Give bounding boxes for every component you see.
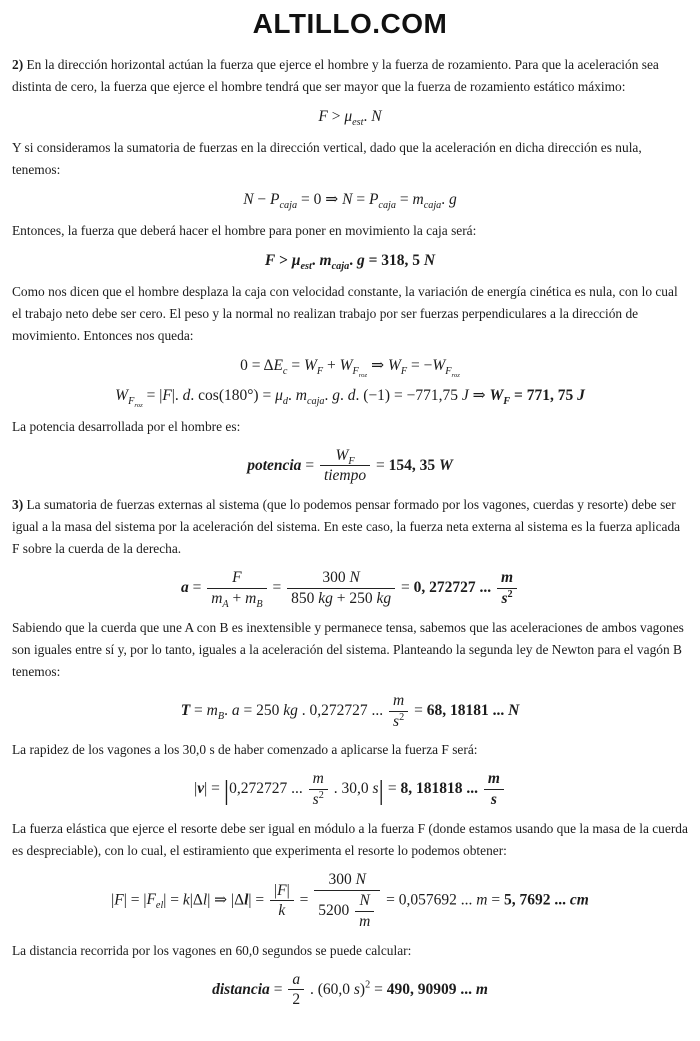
site-title: ALTILLO.COM — [252, 8, 448, 39]
formula-power: potencia = $\frac{W_F}{\text{tiempo}}$ = 154, 35 W — [247, 446, 453, 485]
paragraph-spring-force: La fuerza elástica que ejerce el resorte debe ser igual en módulo a la fuerza F (donde estamos usando que la masa de la cuerda es despreciable), con lo cual, el estiramiento que experimenta el resorte lo podemos obtener: — [12, 821, 688, 859]
paragraph-force-to-move: Entonces, la fuerza que deberá hacer el hombre para poner en movimiento la caja será: — [12, 222, 477, 238]
formula-force-threshold-value: $F > \mu_{est}$. $m_{caja}$. g = 318, 5 N — [264, 251, 436, 272]
formula-energy-balance: $0 = \Delta E_c = W_F + W_{F_{roz}}$ ⇒ $W_F = -W_{F_{roz}}$ — [240, 356, 460, 379]
paragraph-vertical-forces: Y si consideramos la sumatoria de fuerzas en la dirección vertical, dado que la aceleración en dicha dirección es nula, tenemos: — [12, 139, 642, 177]
formula-normal-equals-weight: $N - P_{caja} = 0$ ⇒ $N = P_{caja} = m_{caja}$. g — [243, 190, 457, 212]
formula-speed: |v| = |0,272727 ... $\frac{m}{s^2}$ . 30,0 s| = 8, 181818 ... $\frac{m}{s}$ — [12, 770, 688, 809]
formula-system-acceleration: a = $\frac{F}{m_A + m_B}$ = $\frac{300 N}{850 kg + 250 kg}$ = 0, 272727 ... $\frac{m}{s^2}$ — [12, 569, 688, 608]
formula-distance: distancia = $\frac{a}{2}$ . (60,0 s)$^2$ = 490, 90909 ... m — [212, 970, 488, 1009]
formula-static-friction-condition: $F > \mu_{est}$. N — [318, 108, 382, 129]
paragraph-distance-intro: La distancia recorrida por los vagones en 60,0 segundos se puede calcular: — [12, 942, 412, 958]
paragraph-constant-velocity-work: Como nos dicen que el hombre desplaza la caja con velocidad constante, la variación de energía cinética es nula, con lo cual el trabajo neto debe ser cero. El peso y la normal no realizan trabajo por ser fuerzas perpendiculares a la dirección de movimiento. Entonces nos queda: — [12, 283, 678, 343]
formula-tension: $T = m_B$. a = 250 kg . 0,272727 ... $\frac{m}{s^2}$ = 68, 18181 ... N — [180, 691, 520, 730]
paragraph-power-intro: La potencia desarrollada por el hombre es: — [12, 418, 241, 434]
formula-friction-work: $W_{F_{roz}} = |F|$. d. $\cos(180^\circ) = \mu_d$. $m_{caja}$. g. d. (−1) = −771,75 J ⇒ $W_F = 771$, 75 J — [115, 386, 585, 409]
paragraph-problem2-intro: 2) En la dirección horizontal actúan la fuerza que ejerce el hombre y la fuerza de rozamiento. Para que la aceleración sea distinta de cero, la fuerza que ejerce el hombre tendrá que ser mayor que la fuerza de rozamiento estático máximo: — [12, 57, 659, 94]
paragraph-problem3-intro: 3) La sumatoria de fuerzas externas al sistema (que lo podemos pensar formado por los vagones, cuerdas y resorte) debe ser igual a la masa del sistema por la aceleración del sistema. En este caso, la fuerza neta externa al sistema es la fuerza aplicada F sobre la cuerda de la derecha. — [12, 497, 681, 557]
paragraph-speed-at-30s: La rapidez de los vagones a los 30,0 s de haber comenzado a aplicarse la fuerza F será: — [12, 742, 478, 758]
formula-spring-stretch: $|F| = |F_{el}| = k|\Delta l|$ ⇒ |Δl| = $\frac{|F|}{k}$ = 300 N 5200 $\frac{N}{m}$ = 0,057692 ... m = 5, 7692 ... cm — [111, 871, 589, 930]
paragraph-rope-inextensible: Sabiendo que la cuerda que une A con B es inextensible y permanece tensa, sabemos que las aceleraciones de ambos vagones son iguales entre sí y, por lo tanto, iguales a la aceleración del sistema. Planteando la segunda ley de Newton para el vagón B tenemos: — [12, 619, 684, 679]
